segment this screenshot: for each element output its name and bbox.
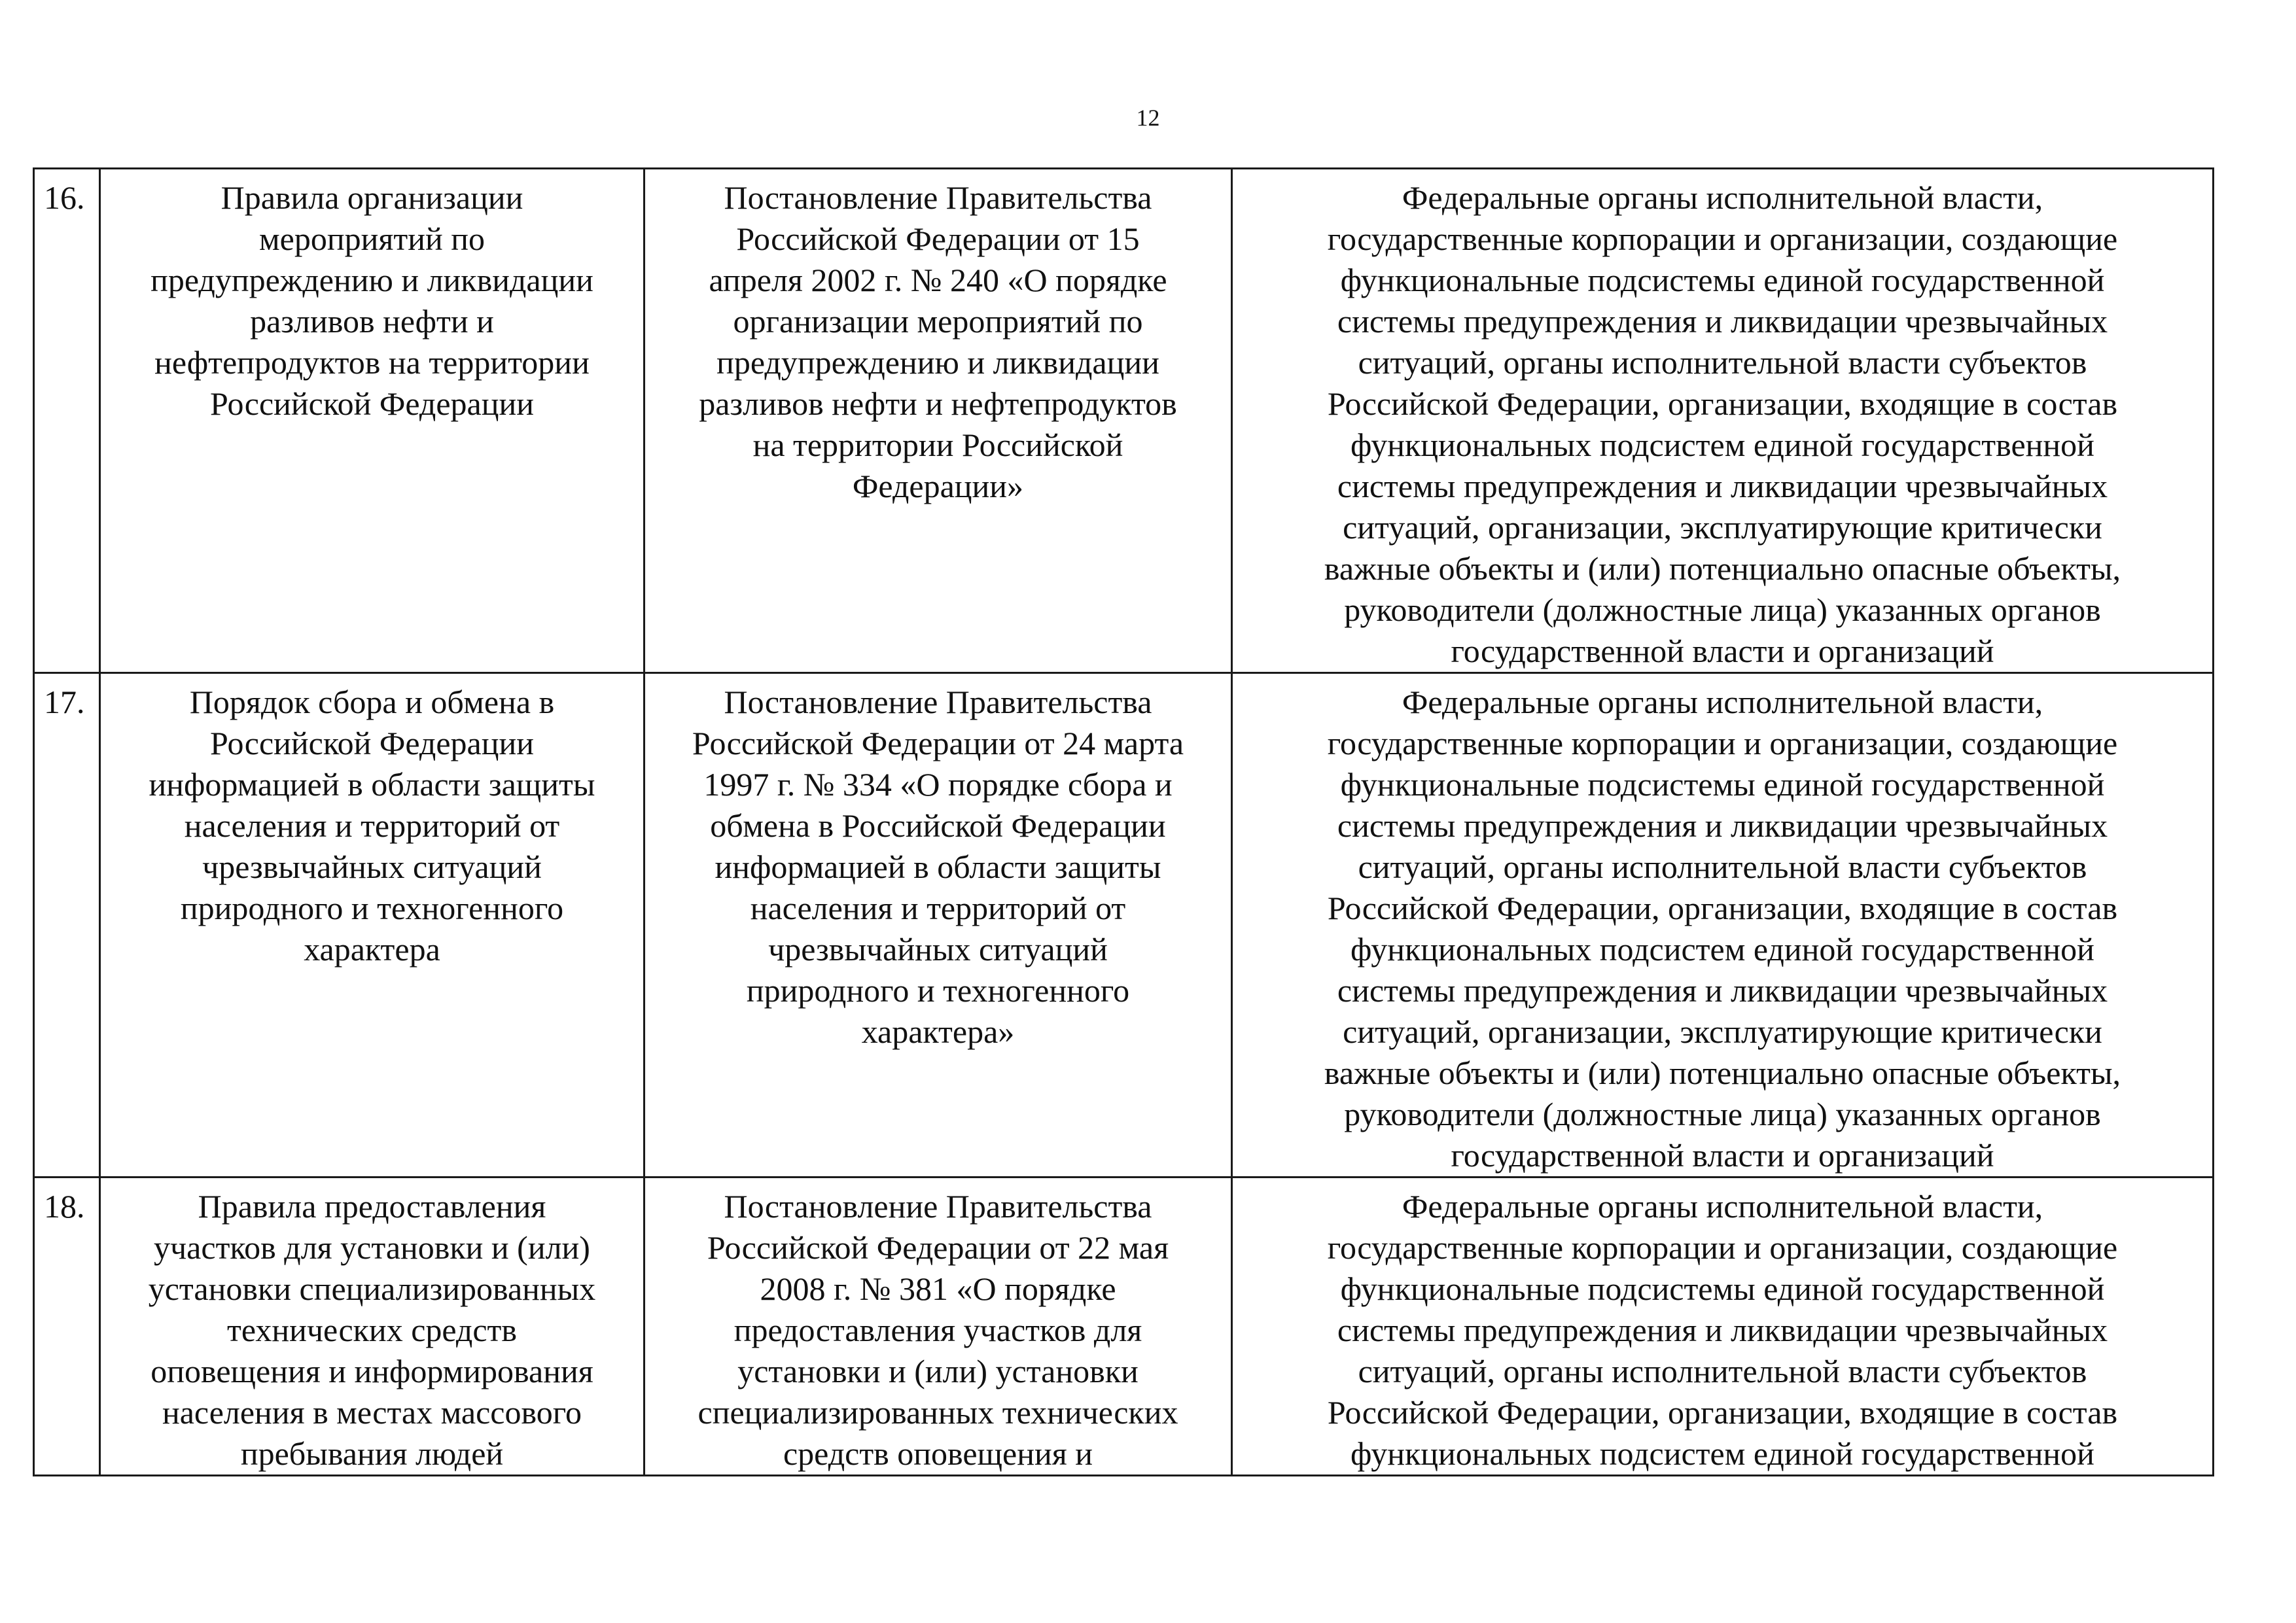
- row-number: 18.: [34, 1178, 100, 1476]
- text-line: технических средств: [226, 1312, 518, 1348]
- text-line: ситуаций, органы исполнительной власти субъектов: [1358, 1353, 2087, 1389]
- table-row: [34, 673, 2214, 1178]
- text-line: характера: [304, 931, 440, 968]
- text-line: Российской Федерации, организации, входящие в состав: [1327, 1394, 2118, 1431]
- text-line: Федерации»: [852, 468, 1024, 504]
- text-line: населения и территорий от: [750, 890, 1126, 926]
- responsible-organizations: [1232, 673, 2214, 1178]
- text-line: Федеральные органы исполнительной власти,: [1402, 179, 2043, 216]
- text-line: Российской Федерации от 24 марта: [692, 725, 1184, 761]
- text-line: Российской Федерации, организации, входящие в состав: [1327, 385, 2118, 422]
- text-line: природного и техногенного: [746, 972, 1130, 1009]
- text-line: Правила организации: [221, 179, 523, 216]
- text-line: информацией в области защиты: [715, 848, 1161, 885]
- legal-act: [645, 1178, 1232, 1476]
- text-line: Постановление Правительства: [724, 179, 1152, 216]
- text-line: населения в местах массового: [162, 1394, 582, 1431]
- text-line: населения и территорий от: [184, 807, 560, 844]
- regulation-name: [100, 169, 645, 673]
- text-line: Российской Федерации: [209, 725, 535, 761]
- text-line: предупреждению и ликвидации: [716, 344, 1159, 381]
- regulations-table: [33, 167, 2214, 1476]
- text-line: оповещения и информирования: [150, 1353, 593, 1389]
- text-line: Российской Федерации, организации, входящие в состав: [1327, 890, 2118, 926]
- text-line: Федеральные органы исполнительной власти,: [1402, 1188, 2043, 1225]
- text-line: руководители (должностные лица) указанных органов: [1344, 591, 2101, 628]
- text-line: государственные корпорации и организации, создающие: [1327, 1229, 2118, 1266]
- text-line: ситуаций, организации, эксплуатирующие критически: [1343, 1013, 2102, 1050]
- text-line: природного и техногенного: [180, 890, 564, 926]
- text-line: функциональные подсистемы единой государственной: [1340, 766, 2105, 803]
- text-line: 1997 г. № 334 «О порядке сбора и: [703, 766, 1173, 803]
- text-line: важные объекты и (или) потенциально опасные объекты,: [1324, 1055, 2121, 1091]
- text-line: на территории Российской: [752, 427, 1123, 463]
- text-line: Федеральные органы исполнительной власти,: [1402, 684, 2043, 720]
- text-line: пребывания людей: [240, 1435, 504, 1472]
- text-line: системы предупреждения и ликвидации чрезвычайных: [1337, 303, 2108, 340]
- text-line: установки и (или) установки: [737, 1353, 1139, 1389]
- text-line: государственной власти и организаций: [1451, 1137, 1994, 1174]
- text-line: важные объекты и (или) потенциально опасные объекты,: [1324, 550, 2121, 587]
- text-line: разливов нефти и: [250, 303, 494, 340]
- text-line: характера»: [861, 1013, 1015, 1050]
- legal-act: [645, 673, 1232, 1178]
- text-line: Российской Федерации: [209, 385, 535, 422]
- text-line: Постановление Правительства: [724, 1188, 1152, 1225]
- text-line: функциональные подсистемы единой государственной: [1340, 1270, 2105, 1307]
- text-line: функциональных подсистем единой государственной: [1351, 1435, 2094, 1472]
- text-line: системы предупреждения и ликвидации чрезвычайных: [1337, 972, 2108, 1009]
- text-line: руководители (должностные лица) указанных органов: [1344, 1096, 2101, 1132]
- text-line: функциональные подсистемы единой государственной: [1340, 262, 2105, 298]
- text-line: функциональных подсистем единой государственной: [1351, 931, 2094, 968]
- text-line: обмена в Российской Федерации: [710, 807, 1166, 844]
- page-number: 12: [1136, 105, 1160, 131]
- text-line: участков для установки и (или): [154, 1229, 590, 1266]
- text-line: разливов нефти и нефтепродуктов: [699, 385, 1177, 422]
- text-line: 2008 г. № 381 «О порядке: [760, 1270, 1116, 1307]
- text-line: чрезвычайных ситуаций: [768, 931, 1108, 968]
- text-line: предупреждению и ликвидации: [150, 262, 593, 298]
- text-line: Порядок сбора и обмена в: [189, 684, 555, 720]
- text-line: нефтепродуктов на территории: [154, 344, 590, 381]
- text-line: ситуаций, органы исполнительной власти субъектов: [1358, 344, 2087, 381]
- table-row: [34, 1178, 2214, 1476]
- text-line: ситуаций, органы исполнительной власти субъектов: [1358, 848, 2087, 885]
- text-line: средств оповещения и: [783, 1435, 1093, 1472]
- text-line: государственной власти и организаций: [1451, 633, 1994, 669]
- table-row: [34, 169, 2214, 673]
- text-line: информацией в области защиты: [149, 766, 595, 803]
- text-line: предоставления участков для: [733, 1312, 1142, 1348]
- text-line: мероприятий по: [259, 220, 485, 257]
- text-line: системы предупреждения и ликвидации чрезвычайных: [1337, 1312, 2108, 1348]
- text-line: организации мероприятий по: [733, 303, 1143, 340]
- responsible-organizations: [1232, 1178, 2214, 1476]
- regulation-name: [100, 673, 645, 1178]
- text-line: государственные корпорации и организации, создающие: [1327, 220, 2118, 257]
- text-line: специализированных технических: [698, 1394, 1178, 1431]
- text-line: установки специализированных: [148, 1270, 596, 1307]
- legal-act: [645, 169, 1232, 673]
- text-line: апреля 2002 г. № 240 «О порядке: [709, 262, 1167, 298]
- text-line: системы предупреждения и ликвидации чрезвычайных: [1337, 807, 2108, 844]
- row-number: 17.: [34, 673, 100, 1178]
- text-line: Постановление Правительства: [724, 684, 1152, 720]
- regulation-name: [100, 1178, 645, 1476]
- text-line: чрезвычайных ситуаций: [202, 848, 542, 885]
- text-line: Российской Федерации от 15: [736, 220, 1140, 257]
- responsible-organizations: [1232, 169, 2214, 673]
- text-line: функциональных подсистем единой государственной: [1351, 427, 2094, 463]
- text-line: ситуаций, организации, эксплуатирующие критически: [1343, 509, 2102, 546]
- text-line: государственные корпорации и организации, создающие: [1327, 725, 2118, 761]
- text-line: системы предупреждения и ликвидации чрезвычайных: [1337, 468, 2108, 504]
- row-number: 16.: [34, 169, 100, 673]
- text-line: Правила предоставления: [198, 1188, 546, 1225]
- text-line: Российской Федерации от 22 мая: [707, 1229, 1169, 1266]
